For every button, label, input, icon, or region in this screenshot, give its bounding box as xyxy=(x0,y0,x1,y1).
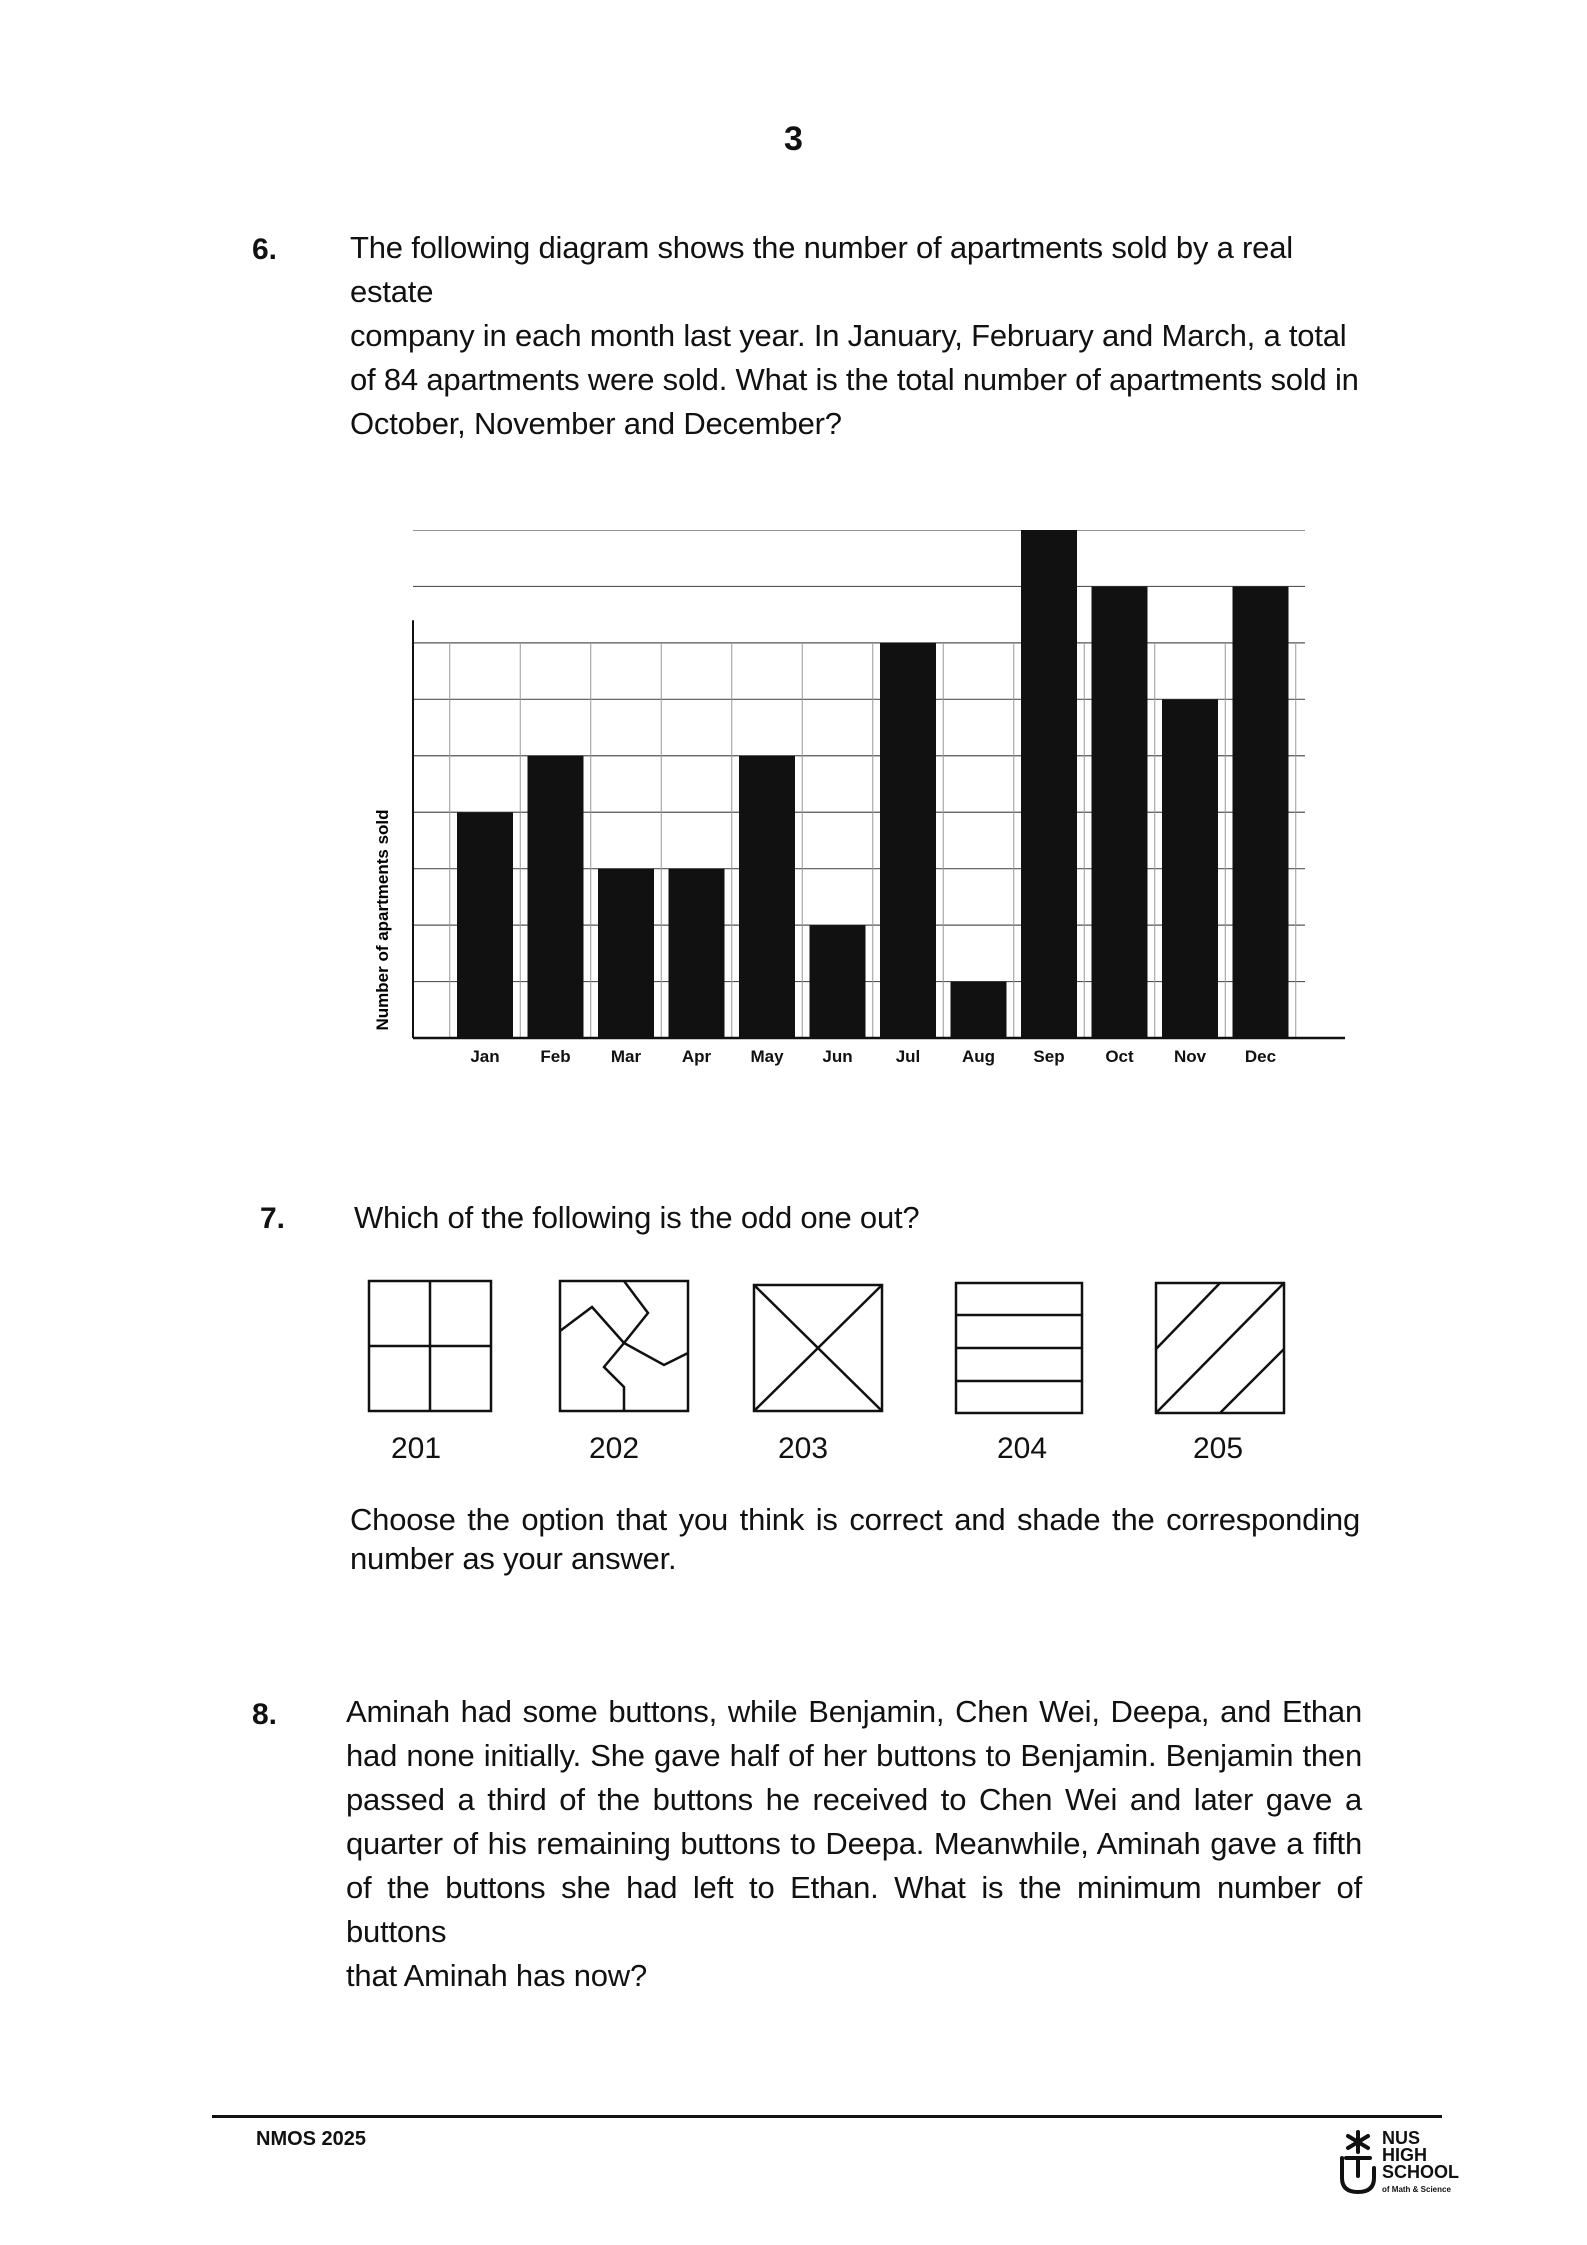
x-tick-label-dec: Dec xyxy=(1244,1047,1277,1066)
x-tick-label-mar: Mar xyxy=(610,1047,642,1066)
option-201-label[interactable]: 201 xyxy=(390,1432,442,1465)
option-203-label[interactable]: 203 xyxy=(777,1432,829,1465)
option-204-label[interactable]: 204 xyxy=(996,1432,1048,1465)
question-7-text: Which of the following is the odd one out? xyxy=(354,1200,920,1235)
logo-line: NUS xyxy=(1382,2128,1421,2148)
question-8-number: 8. xyxy=(252,1698,278,1731)
option-figures xyxy=(360,1275,1320,1435)
question-7-instruction xyxy=(350,1500,1360,1578)
question-8-line: passed a third of the buttons he received to Chen Wei and later gave a xyxy=(346,1782,1362,1817)
chart-ticks xyxy=(470,1047,1276,1066)
school-logo xyxy=(1336,2128,1466,2208)
logo-emblem-icon xyxy=(1336,2128,1380,2198)
bar-aug xyxy=(951,982,1007,1038)
bar-apr xyxy=(669,869,725,1038)
footer-rule xyxy=(212,2115,1442,2118)
question-8-line: of the buttons she had left to Ethan. What is the minimum number of buttons xyxy=(346,1870,1362,1949)
bar-dec xyxy=(1233,586,1289,1038)
x-tick-label-feb: Feb xyxy=(540,1047,571,1066)
question-6-number: 6. xyxy=(252,233,278,266)
option-204-figure xyxy=(956,1283,1082,1413)
bar-oct xyxy=(1092,586,1148,1038)
bar-may xyxy=(739,756,795,1038)
bar-feb xyxy=(528,756,584,1038)
instruction-line: Choose the option that you think is correct and shade the corresponding xyxy=(350,1502,1360,1537)
question-8-line: had none initially. She gave half of her buttons to Benjamin. Benjamin then xyxy=(346,1738,1362,1773)
option-205-figure xyxy=(1156,1283,1284,1413)
instruction-line: number as your answer. xyxy=(350,1541,677,1576)
question-8-text xyxy=(346,1690,1362,1998)
x-tick-label-nov: Nov xyxy=(1173,1047,1207,1066)
bar-sep xyxy=(1021,530,1077,1038)
y-axis-label: Number of apartments sold xyxy=(373,809,392,1031)
question-8-line: quarter of his remaining buttons to Deepa. Meanwhile, Aminah gave a fifth xyxy=(346,1826,1362,1861)
question-6-line: company in each month last year. In January, February and March, a total xyxy=(350,318,1347,353)
option-201-figure xyxy=(369,1281,491,1411)
option-205-label[interactable]: 205 xyxy=(1192,1432,1244,1465)
x-tick-label-jun: Jun xyxy=(822,1047,853,1066)
x-tick-label-may: May xyxy=(750,1047,784,1066)
page-number: 3 xyxy=(784,120,803,158)
x-tick-label-aug: Aug xyxy=(961,1047,996,1066)
question-6-line: of 84 apartments were sold. What is the total number of apartments sold in xyxy=(350,362,1359,397)
footer-label: NMOS 2025 xyxy=(256,2128,367,2150)
bar-jun xyxy=(810,925,866,1038)
question-7-number: 7. xyxy=(260,1202,286,1235)
x-tick-label-apr: Apr xyxy=(681,1047,712,1066)
question-8-line: that Aminah has now? xyxy=(346,1958,648,1993)
logo-text xyxy=(1382,2130,1459,2198)
option-203-figure xyxy=(754,1285,882,1411)
logo-line: SCHOOL xyxy=(1382,2162,1460,2182)
bar-mar xyxy=(598,869,654,1038)
bar-nov xyxy=(1162,699,1218,1038)
option-202-figure xyxy=(560,1281,688,1411)
x-tick-label-oct: Oct xyxy=(1105,1047,1134,1066)
question-6-line: The following diagram shows the number of apartments sold by a real estate xyxy=(350,230,1293,309)
x-tick-label-jan: Jan xyxy=(470,1047,500,1066)
apartments-bar-chart xyxy=(360,530,1360,1090)
option-202-label[interactable]: 202 xyxy=(588,1432,640,1465)
question-8-line: Aminah had some buttons, while Benjamin, Chen Wei, Deepa, and Ethan xyxy=(346,1694,1362,1729)
logo-subtitle: of Math & Science xyxy=(1382,2185,1451,2194)
question-6-line: October, November and December? xyxy=(350,406,842,441)
question-6-text xyxy=(350,226,1360,446)
x-tick-label-sep: Sep xyxy=(1033,1047,1065,1066)
x-tick-label-jul: Jul xyxy=(895,1047,921,1066)
logo-line: HIGH xyxy=(1382,2145,1427,2165)
bar-jan xyxy=(457,812,513,1038)
bar-jul xyxy=(880,643,936,1038)
